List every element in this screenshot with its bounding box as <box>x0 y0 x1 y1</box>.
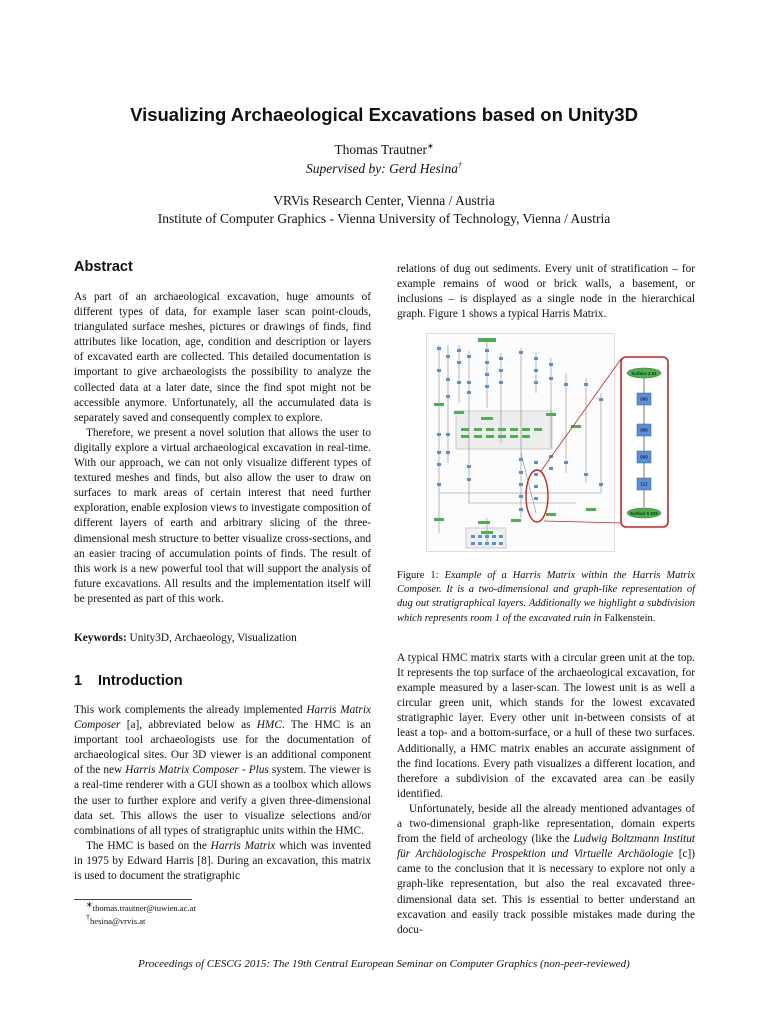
affiliation-1: VRVis Research Center, Vienna / Austria <box>273 193 495 208</box>
italic-run: Ludwig Boltzmann Institut für Archäologische Prospektion und Virtuelle Archäologie <box>397 833 695 861</box>
italic-run: Harris Matrix Composer <box>74 704 371 732</box>
zoom-node-label: 900 <box>640 396 648 402</box>
author-name-text: Thomas Trautner <box>334 142 427 157</box>
zoom-box <box>621 357 668 527</box>
footnote-text: hesina@vrvis.at <box>90 916 146 926</box>
caption-label: Figure 1: <box>397 570 445 581</box>
abstract-paragraph-2: Therefore, we present a novel solution that allows the user to digitally explore a virtual archaeological excavation in real-time. With our approach, we can not only visualize different types of textured meshes and finds, but also allow the user to draw on surfaces to mark areas of certain interest that need further exploration, enable explosion views to investigate composition of different layers of earth and arbitrary slicing of the three- dimensional mesh structure to better visualize cross-sections, and an easier tracing of accumulation points of finds. The result of this work is a new powerful tool that will support the analysis of future excavations. All results and the implementation itself will be presented as part of this work. <box>74 426 371 605</box>
right-paragraph-1: A typical HMC matrix starts with a circular green unit at the top. It represents the top surface of the archaeological excavation, for example measured by a laser-scan. The lowest unit is as well a circular green unit, which stands for the lowest excavated stratigraphic layer. Every other unit in-between consists of at least a top- and a bottom-surface, or a hull of these two surfaces. Additionally, a HMC matrix enables an accurate assignment of the find locations. Every path visualizes a different location, and therefore a subdivision of the excavated area can be easily identified. <box>397 652 695 800</box>
text-run: . The HMC is an important tool archaeologists use for the documentation of archaeological sites. Our 3D viewer is an additional component of the new <box>74 719 371 777</box>
zoom-node-label: 112 <box>640 481 648 487</box>
intro-paragraph-2 <box>74 839 371 884</box>
author-name <box>0 142 768 158</box>
supervisor-text: Supervised by: Gerd Hesina <box>305 161 459 176</box>
text-run: which was invented in 1975 by Edward Harris [8]. During an excavation, this matrix is used to document the stratigraphic <box>74 839 371 883</box>
right-column-top <box>397 262 695 322</box>
abstract-heading: Abstract <box>74 259 133 275</box>
italic-run: Harris Matrix <box>210 839 276 852</box>
keywords <box>74 632 371 644</box>
text-run: Unfortunately, beside all the already mentioned advantages of a two-dimensional graph-like representation, domain experts from the field of archeology (like the <box>397 802 695 846</box>
italic-run: Harris Matrix Composer - Plus <box>125 764 269 777</box>
caption-text: Example of a Harris Matrix within the Harris Matrix Composer. It is a two-dimensional and graph-like representation of dug out stratigraphical layers. Additionally we highlight a subdivision which represents room 1 of the excavated ruin in <box>397 570 695 624</box>
proceedings-footer: Proceedings of CESCG 2015: The 19th Central European Seminar on Computer Graphics (non-peer-reviewed) <box>138 958 630 970</box>
caption-tail: Falkenstein. <box>601 612 656 624</box>
text-run: system. The viewer is a real-time renderer with a GUI shown as a toolbox which allows the user to further explore and verify a given three-dimensional data set. This allows the user to visualize selections and/or combinations of all types of stratigraphic units within the HMC. <box>74 764 371 837</box>
text-run: The HMC is based on the <box>86 839 211 852</box>
harris-matrix-graph <box>426 333 672 553</box>
footnote-1 <box>86 900 196 913</box>
figure-1 <box>426 333 672 553</box>
section-heading-introduction <box>74 673 183 689</box>
intro-paragraph-1 <box>74 703 371 839</box>
keywords-text: Unity3D, Archaeology, Visualization <box>129 632 297 644</box>
footnote-text: thomas.trautner@tuwien.ac.at <box>92 903 196 913</box>
zoom-node-label: 909 <box>640 454 648 460</box>
footnote-mark: ∗ <box>86 900 93 910</box>
introduction-body <box>74 703 371 884</box>
keywords-label: Keywords: <box>74 632 127 644</box>
author-footnote-mark: ∗ <box>426 141 434 151</box>
footnote-mark: † <box>86 913 90 923</box>
figure-caption <box>397 569 695 626</box>
abstract-body <box>74 290 371 607</box>
text-run: This work complements the already implemented <box>74 704 307 716</box>
paper-title: Visualizing Archaeological Excavations based on Unity3D <box>130 104 638 125</box>
zoom-node-label: Surface 5.825 <box>629 511 659 516</box>
supervisor <box>0 161 768 177</box>
footnote-2 <box>86 913 146 926</box>
right-paragraph-0: relations of dug out sediments. Every unit of stratification – for example remains of wood or brick walls, a basement, or inclusions – is displayed as a single node in the hierarchical graph. Figure 1 shows a typical Harris Matrix. <box>397 263 695 321</box>
affiliation-2: Institute of Computer Graphics - Vienna University of Technology, Vienna / Austria <box>157 211 611 226</box>
supervisor-footnote-mark: † <box>458 160 463 170</box>
section-number: 1 <box>74 673 83 689</box>
zoom-node-label: 906 <box>640 427 648 433</box>
text-run: [c]) came to the conclusion that it is necessary to explore not only a graph-like representation, but also the real excavated three-dimensional data set. This is essential to better understand an excavation and easily track possible mistakes made during the docu- <box>397 848 695 936</box>
abstract-paragraph-1: As part of an archaeological excavation, huge amounts of different types of data, for example laser scan point-clouds, triangulated surface meshes, pictures or drawings of finds, find attributes like location, age, condition and description or layers of excavated earth are collected. This detailed documentation is important to give archaeologists the possibility to analyze the collected data at a later date, since the find spot might not be accessible anymore. Unfortunately, all the accumulated data is separately saved and consequently complex to explore. <box>74 291 371 424</box>
italic-run: HMC <box>256 719 282 732</box>
text-run: [a], abbreviated below as <box>120 719 257 732</box>
right-column-bottom <box>397 651 695 938</box>
right-paragraph-2 <box>397 802 695 938</box>
section-title: Introduction <box>98 673 183 689</box>
zoom-node-label: Surface 2.91 <box>631 371 657 376</box>
matrix-node-green <box>478 338 496 342</box>
